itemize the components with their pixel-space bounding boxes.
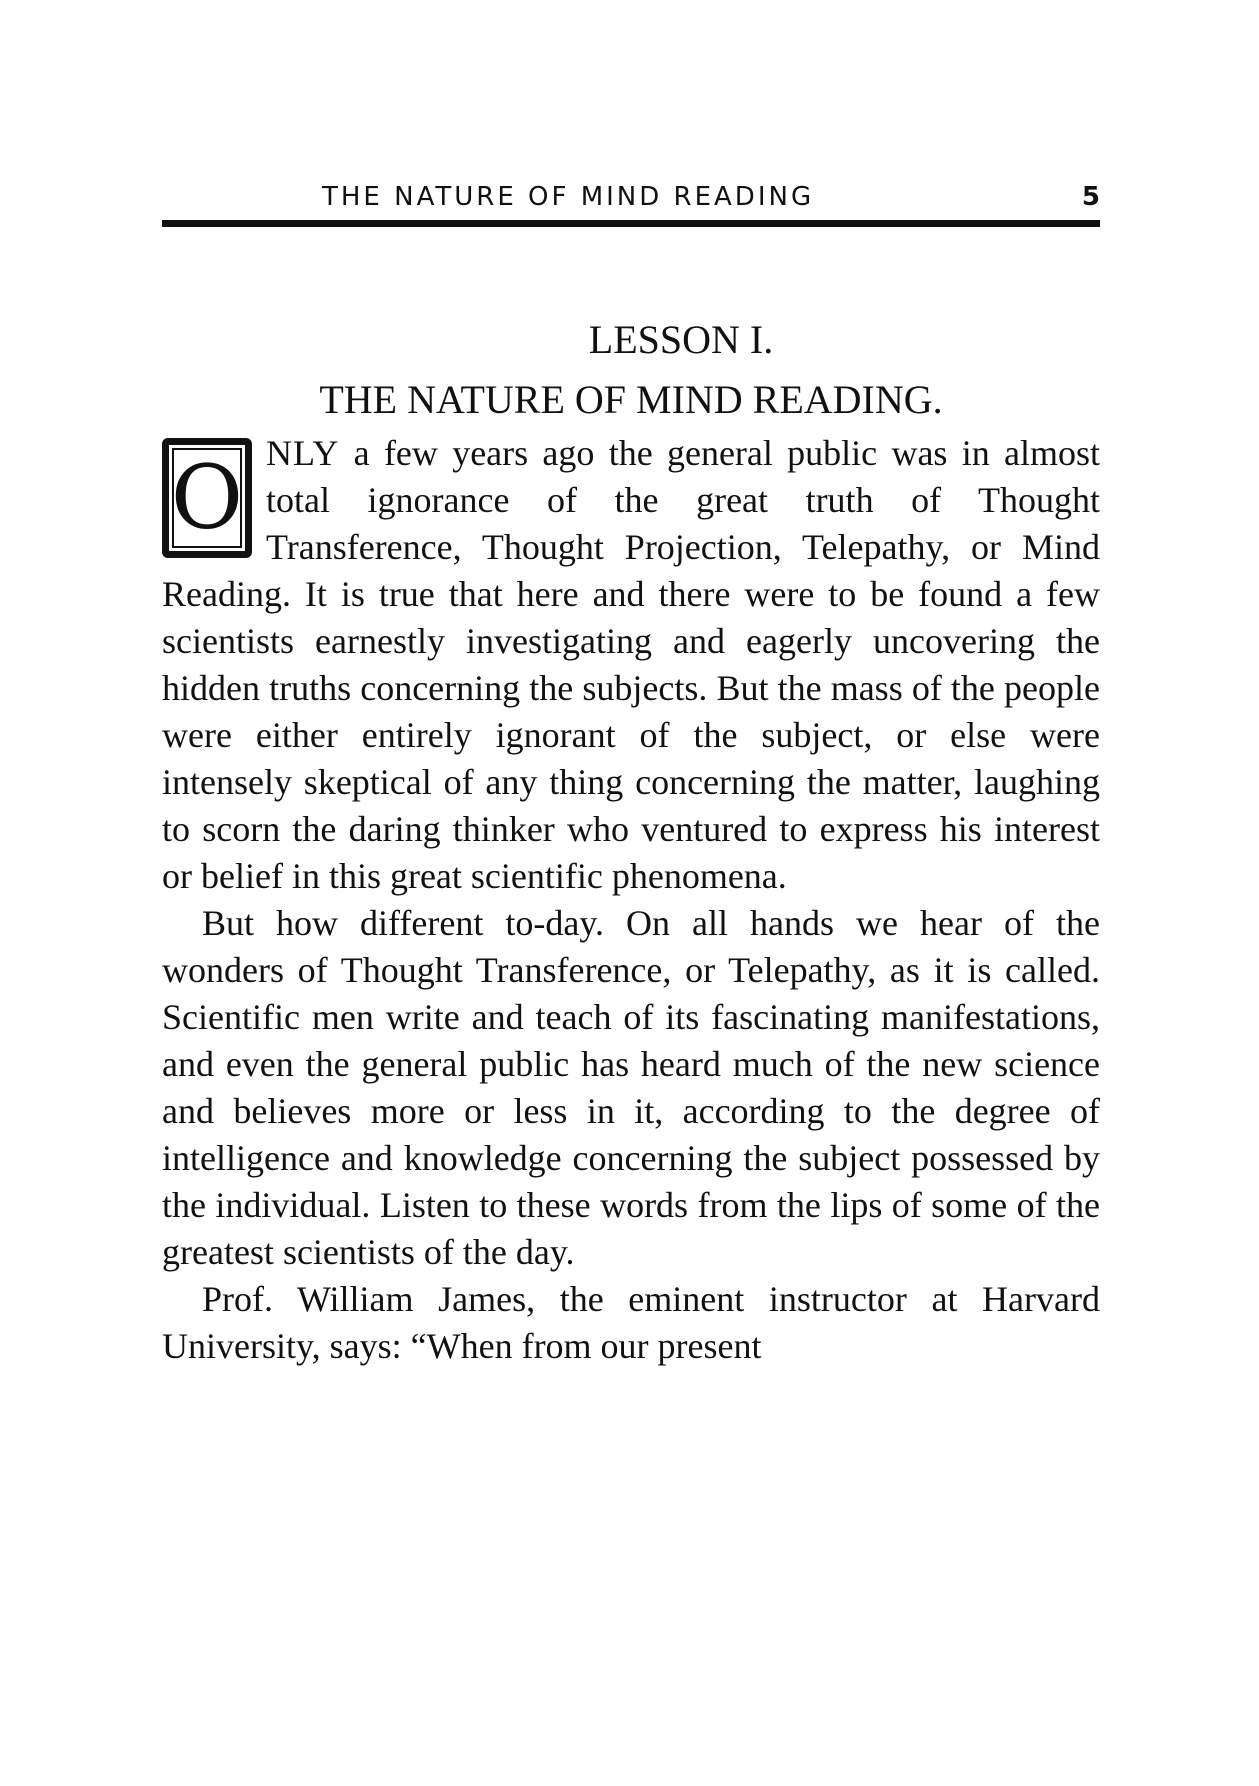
running-title: THE NATURE OF MIND READING — [322, 182, 815, 212]
drop-cap-ornament — [162, 438, 252, 558]
page-number: 5 — [1081, 182, 1100, 212]
first-word-rest: NLY — [266, 433, 340, 473]
paragraph-3: Prof. William James, the eminent instructor at Harvard University, says: “When from our present — [162, 1279, 1100, 1366]
drop-cap-letter: O — [170, 446, 244, 549]
text-block — [162, 310, 1100, 1370]
paragraph-2: But how different to-day. On all hands we hear of the wonders of Thought Transference, or Telepathy, as it is called. Scientific men write and teach of its fascinating manifestations, and even the general public has heard much of the new science and believes more or less in it, according to the degree of intelligence and knowledge concerning the subject possessed by the individual. Listen to these words from the lips of some of the greatest scientists of the day. — [162, 903, 1100, 1272]
running-head — [162, 176, 1100, 216]
paragraph-1-text: a few years ago the general public was in almost total ignorance of the great truth of Thought Transference, Thought Projection, Telepathy, or Mind Reading. It is true that here and there were to be found a few scientists earnestly investigating and eagerly uncovering the hidden truths concerning the subjects. But the mass of the people were either entirely ignorant of the subject, or else were intensely skeptical of any thing concerning the matter, laughing to scorn the daring thinker who ventured to express his interest or belief in this great scientific phenomena. — [162, 433, 1100, 896]
chapter-title: THE NATURE OF MIND READING. — [319, 377, 943, 422]
lesson-number: LESSON I. — [588, 317, 774, 362]
header-rule — [162, 220, 1100, 227]
paragraph-1 — [162, 430, 1100, 900]
